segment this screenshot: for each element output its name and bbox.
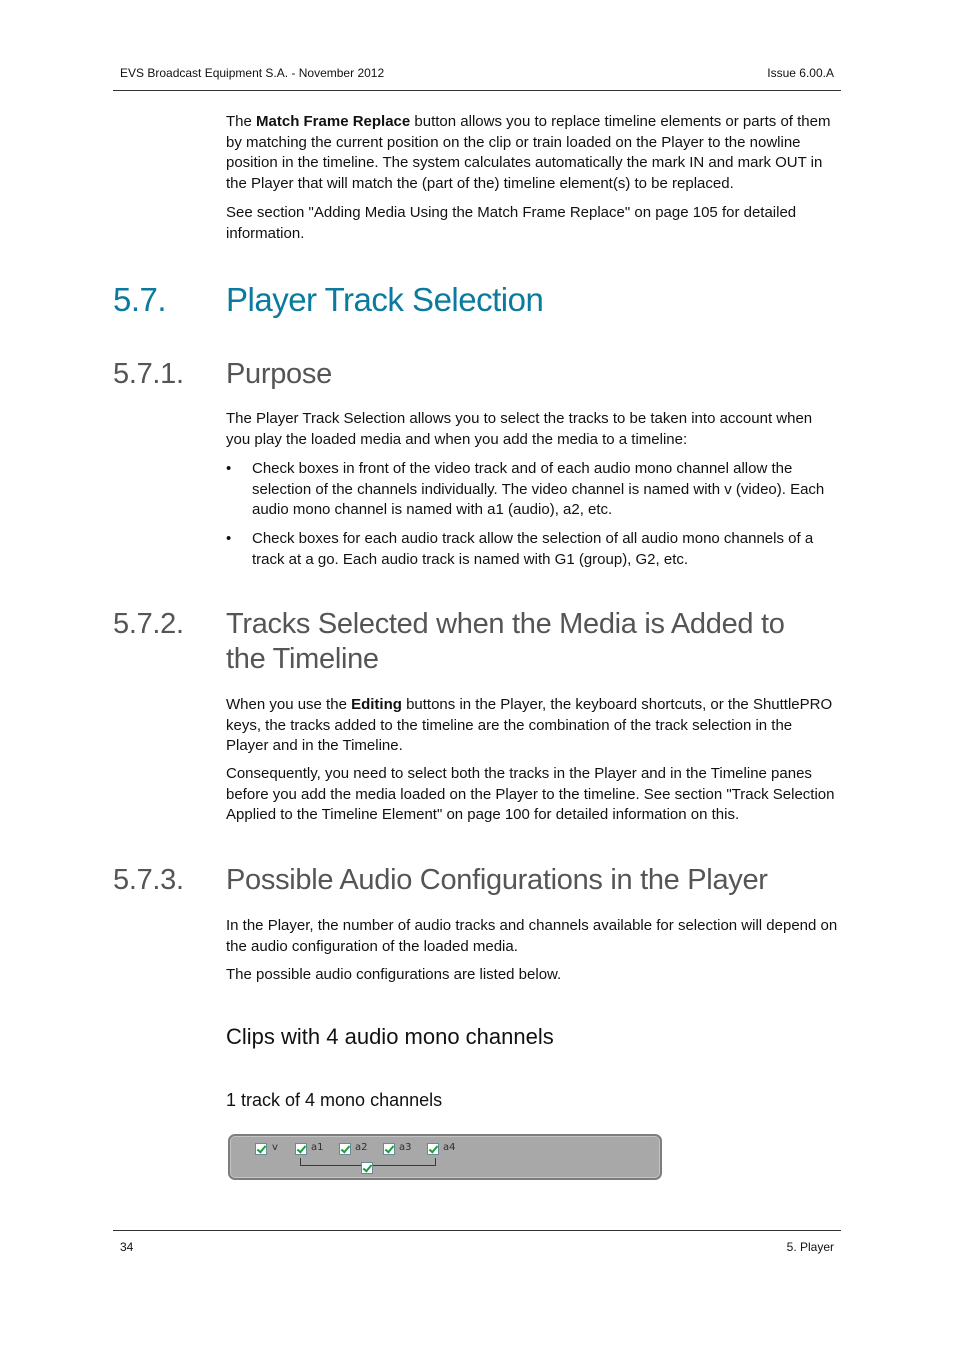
intro-paragraph-2: See section "Adding Media Using the Match Frame Replace" on page 105 for detailed information. xyxy=(226,204,797,242)
section-number: 5.7. xyxy=(113,281,167,318)
purpose-paragraph: The Player Track Selection allows you to select the tracks to be taken into account when you play the loaded media and when you add the media to a timeline: xyxy=(226,410,813,448)
video-track-label: v xyxy=(272,1142,278,1153)
match-frame-replace-bold: Match Frame Replace xyxy=(256,113,411,130)
section-title-line-1: Tracks Selected when the Media is Added to xyxy=(226,608,785,640)
subheading-clips-4-mono: Clips with 4 audio mono channels xyxy=(226,1024,554,1049)
section-title-line-2: the Timeline xyxy=(226,643,379,675)
intro-paragraph-1 xyxy=(226,112,838,194)
channel-a3-label: a3 xyxy=(399,1142,412,1153)
page-footer xyxy=(113,1230,841,1254)
section-number: 5.7.2. xyxy=(113,608,184,640)
bullet-text: Check boxes for each audio track allow the selection of all audio mono channels of a track at a go. Each audio track is named with G1 (group), G2, etc. xyxy=(252,530,814,568)
channel-a1-checkbox[interactable] xyxy=(295,1143,307,1155)
channel-a3-checkbox[interactable] xyxy=(383,1143,395,1155)
header-left: EVS Broadcast Equipment S.A. - November 2012 xyxy=(120,66,385,80)
chapter-name: 5. Player xyxy=(786,1240,834,1254)
channel-a2-checkbox[interactable] xyxy=(339,1143,351,1155)
page-header xyxy=(113,64,841,91)
tracks-paragraph-2: Consequently, you need to select both the tracks in the Player and in the Timeline panes before you add the media loaded on the Player to the timeline. See section "Track Selection Applied to the Timeline Element" on page 100 for detailed information on this. xyxy=(226,765,835,823)
tracks-paragraph-1 xyxy=(226,695,838,757)
audio-config-paragraph-1: In the Player, the number of audio tracks and channels available for selection will depend on the audio configuration of the loaded media. xyxy=(226,917,838,955)
subheading-1-track-4-mono: 1 track of 4 mono channels xyxy=(226,1090,443,1110)
intro-text-b: button allows you to replace timeline elements or parts of them by matching the current position on the clip or train loaded on the Player to the nowline position in the timeline. The system calculates automatically the mark IN and mark OUT in the Player that will match the (part of the) timeline element(s) to be replaced. xyxy=(226,113,831,192)
intro-text-a: The xyxy=(226,113,257,130)
header-right: Issue 6.00.A xyxy=(767,66,834,80)
channel-a4-checkbox[interactable] xyxy=(427,1143,439,1155)
section-number: 5.7.1. xyxy=(113,358,184,390)
section-title: Purpose xyxy=(226,358,332,390)
page-number: 34 xyxy=(120,1240,134,1254)
channel-a1-label: a1 xyxy=(311,1142,324,1153)
editing-bold: Editing xyxy=(351,696,402,713)
bullet-text: Check boxes in front of the video track and of each audio mono channel allow the selection of the channels individually. The video channel is named with v (video). Each audio mono channel is named with a1 (audio), a2, etc. xyxy=(252,460,825,518)
section-number: 5.7.3. xyxy=(113,864,184,896)
channel-a4-label: a4 xyxy=(443,1142,456,1153)
tracks-text-a: When you use the xyxy=(226,696,352,713)
tracks-text-b: buttons in the Player, the keyboard shortcuts, or the ShuttlePRO keys, the tracks added to the timeline are the combination of the track selection in the Player and in the Timeline. xyxy=(226,696,833,754)
player-track-selection-panel xyxy=(228,1134,662,1180)
bullet: • xyxy=(226,460,232,477)
audio-config-paragraph-2: The possible audio configurations are listed below. xyxy=(226,966,562,983)
video-track-checkbox[interactable] xyxy=(255,1143,267,1155)
bullet: • xyxy=(226,530,232,547)
section-title: Possible Audio Configurations in the Player xyxy=(226,864,768,896)
section-title: Player Track Selection xyxy=(226,281,544,318)
track-group-checkbox[interactable] xyxy=(361,1162,373,1174)
channel-a2-label: a2 xyxy=(355,1142,368,1153)
